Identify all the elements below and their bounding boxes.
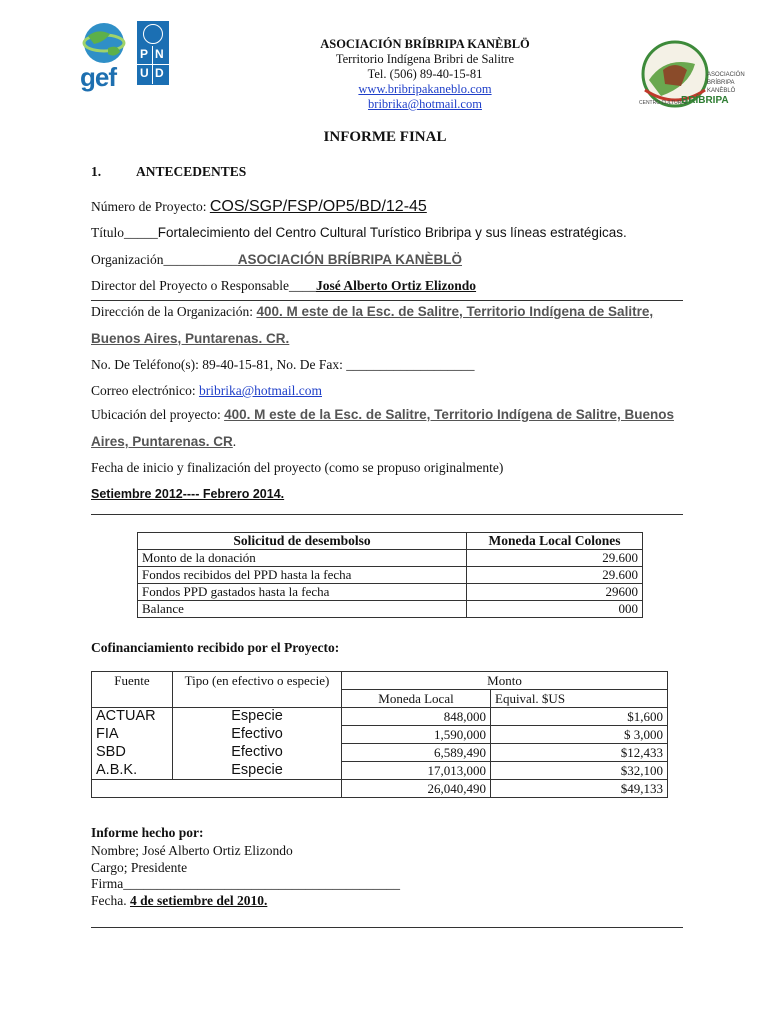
pnud-logo xyxy=(137,21,169,85)
title-row xyxy=(91,225,627,241)
director-value: José Alberto Ortiz Elizondo xyxy=(315,278,477,293)
table-row xyxy=(138,567,643,584)
table-header-row xyxy=(138,533,643,550)
phone-row: No. De Teléfono(s): 89-40-15-81, No. De Fax: ___________________ xyxy=(91,357,475,372)
table-row xyxy=(138,584,643,601)
table-cell: 848,000 xyxy=(342,708,491,726)
table-row xyxy=(138,601,643,618)
table-cell: $32,100 xyxy=(491,762,668,780)
address-value-line1: 400. M este de la Esc. de Salitre, Territorio Indígena de Salitre, xyxy=(256,304,654,319)
email-label: Correo electrónico: xyxy=(91,383,199,398)
letterhead xyxy=(230,37,620,112)
table-cell: 6,589,490 xyxy=(342,744,491,762)
table-cell: Fondos PPD gastados hasta la fecha xyxy=(138,584,467,601)
table-cell: A.B.K. xyxy=(92,762,173,780)
total-local-cell: 26,040,490 xyxy=(342,780,491,798)
project-number-value: COS/SGP/FSP/OP5/BD/12-45 xyxy=(209,198,427,215)
table-cell: 29600 xyxy=(467,584,643,601)
table-cell: Especie xyxy=(173,708,342,726)
table-cell: $1,600 xyxy=(491,708,668,726)
table-header-row xyxy=(92,672,668,690)
pnud-letter: N xyxy=(155,47,164,61)
report-by-date-value: 4 de setiembre del 2010. xyxy=(129,893,268,908)
report-by-position: Cargo; Presidente xyxy=(91,860,188,875)
dates-label: Fecha de inicio y finalización del proyecto (como se propuso originalmente) xyxy=(91,460,504,475)
table-cell: Monto de la donación xyxy=(138,550,467,567)
gef-logo xyxy=(74,18,132,92)
letterhead-website-link[interactable]: www.bribripakaneblo.com xyxy=(358,82,492,96)
table-row xyxy=(92,744,668,762)
report-by-date-row xyxy=(91,893,267,909)
email-link[interactable]: bribrika@hotmail.com xyxy=(198,383,322,398)
table-cell: $ 3,000 xyxy=(491,726,668,744)
table-cell: $12,433 xyxy=(491,744,668,762)
cofinancing-table xyxy=(91,671,668,798)
section-title: ANTECEDENTES xyxy=(136,164,247,179)
letterhead-email-link[interactable]: bribrika@hotmail.com xyxy=(368,97,482,111)
pnud-letter: D xyxy=(155,66,164,80)
table-cell-empty xyxy=(92,780,342,798)
table-total-row xyxy=(92,780,668,798)
dates-value: Setiembre 2012---- Febrero 2014. xyxy=(91,487,285,501)
location-value-line2: Aires, Puntarenas. CR xyxy=(91,434,233,449)
pnud-letter: U xyxy=(140,66,149,80)
table-header: Equival. $US xyxy=(491,690,668,708)
location-value-line1: 400. M este de la Esc. de Salitre, Territorio Indígena de Salitre, Buenos xyxy=(224,407,674,422)
table-cell: Especie xyxy=(173,762,342,780)
table-header: Monto xyxy=(342,672,668,690)
table-cell: 17,013,000 xyxy=(342,762,491,780)
director-row xyxy=(91,278,476,294)
organization-value: ASOCIACIÓN BRÍBRIPA KANÈBLÖ xyxy=(237,252,462,267)
organization-label: Organización___________ xyxy=(91,252,238,267)
title-label: Título_____ xyxy=(91,225,158,240)
letterhead-org-name: ASOCIACIÓN BRÍBRIPA KANÈBLÖ xyxy=(320,37,530,51)
report-by-signature: Firma_________________________________________ xyxy=(91,876,400,891)
document-title: INFORME FINAL xyxy=(323,129,447,145)
address-label: Dirección de la Organización: xyxy=(91,304,257,319)
table-header: Moneda Local Colones xyxy=(467,533,643,550)
bribripa-logo-caption: BRÍBRIPA xyxy=(681,95,729,106)
bribripa-logo-caption-small: CENTRO CULTURAL xyxy=(639,100,688,106)
table-cell: 000 xyxy=(467,601,643,618)
section-number: 1. xyxy=(91,164,102,179)
report-by-name: Nombre; José Alberto Ortiz Elizondo xyxy=(91,843,293,858)
project-number-label: Número de Proyecto: xyxy=(91,199,210,214)
table-row xyxy=(92,726,668,744)
location-value-end: . xyxy=(232,434,237,449)
table-cell: 29.600 xyxy=(467,567,643,584)
address-row-2 xyxy=(91,331,289,347)
location-row xyxy=(91,407,674,423)
table-cell: Fondos recibidos del PPD hasta la fecha xyxy=(138,567,467,584)
table-header: Moneda Local xyxy=(342,690,491,708)
cofinancing-heading: Cofinanciamiento recibido por el Proyecto: xyxy=(91,640,340,655)
total-usd-cell: $49,133 xyxy=(491,780,668,798)
title-value: Fortalecimiento del Centro Cultural Turístico Bribripa y sus líneas estratégicas. xyxy=(157,225,627,240)
address-value-line2: Buenos Aires, Puntarenas. CR. xyxy=(91,331,290,346)
table-header: Tipo (en efectivo o especie) xyxy=(173,672,342,708)
letterhead-territory: Territorio Indígena Bribri de Salitre xyxy=(335,52,515,66)
un-emblem-icon xyxy=(143,24,163,44)
organization-row xyxy=(91,252,462,268)
table-cell: FIA xyxy=(92,726,173,744)
table-cell: Balance xyxy=(138,601,467,618)
bribripa-logo-text: ASOCIACIÓN xyxy=(707,72,745,78)
gef-text: gef xyxy=(80,62,116,92)
disbursement-table xyxy=(137,532,643,618)
table-cell: Efectivo xyxy=(173,744,342,762)
report-by-date-label: Fecha. xyxy=(91,893,130,908)
table-cell: SBD xyxy=(92,744,173,762)
table-header: Solicitud de desembolso xyxy=(138,533,467,550)
email-row xyxy=(91,383,322,399)
bribripa-logo-text: BRÍBRIPA xyxy=(707,80,735,86)
report-by-heading: Informe hecho por: xyxy=(91,825,204,840)
location-label: Ubicación del proyecto: xyxy=(91,407,225,422)
letterhead-phone: Tel. (506) 89-40-15-81 xyxy=(367,67,483,81)
address-row xyxy=(91,304,653,320)
location-row-2 xyxy=(91,434,236,450)
bribripa-logo-text: KANÈBLÖ xyxy=(707,88,736,94)
table-row xyxy=(92,708,668,726)
table-header: Fuente xyxy=(92,672,173,708)
director-label: Director del Proyecto o Responsable____ xyxy=(91,278,316,293)
pnud-letter: P xyxy=(140,47,149,61)
table-row xyxy=(92,762,668,780)
table-cell: ACTUAR xyxy=(92,708,173,726)
table-cell: 29.600 xyxy=(467,550,643,567)
bribripa-logo xyxy=(635,40,745,115)
table-cell: 1,590,000 xyxy=(342,726,491,744)
table-row xyxy=(138,550,643,567)
project-number-row xyxy=(91,198,427,216)
table-cell: Efectivo xyxy=(173,726,342,744)
